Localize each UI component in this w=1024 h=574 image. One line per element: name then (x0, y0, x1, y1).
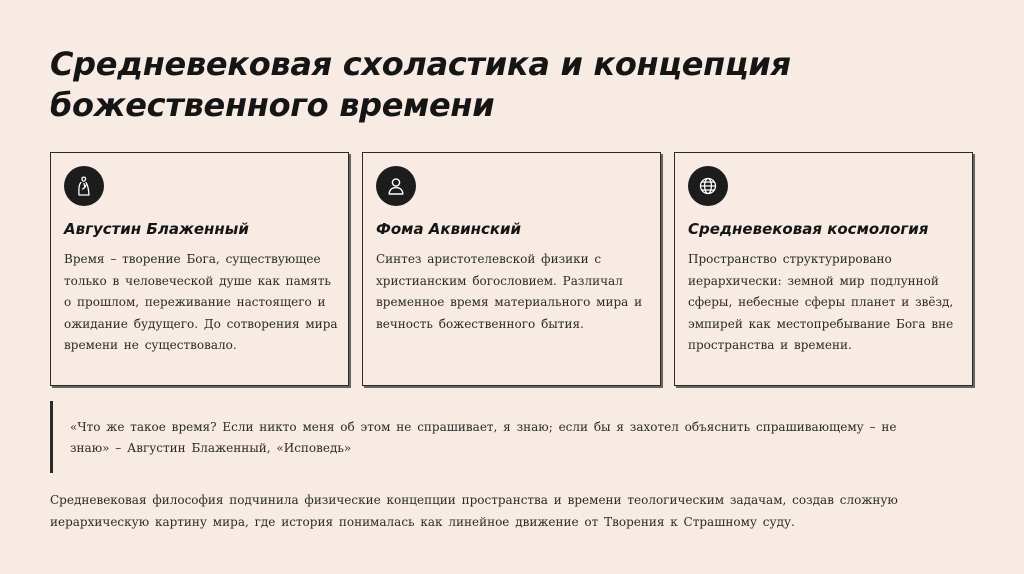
quote-text: «Что же такое время? Если никто меня об этом не спрашивает, я знаю; если бы я захотел объяснить спрашивающему – не знаю» – Августин Блаженный, «Исповедь» (70, 420, 897, 455)
card-augustine (50, 152, 349, 386)
card-cosmology (674, 152, 973, 386)
quote-block (50, 401, 933, 473)
summary-paragraph: Средневековая философия подчинила физические концепции пространства и времени теологическим задачам, создав сложную иерархическую картину мира, где история понималась как линейное движение от Творения к Страшному суду. (50, 493, 898, 529)
card-title: Фома Аквинский (376, 220, 522, 238)
card-text: Время – творение Бога, существующее только в человеческой душе как память о прошлом, переживание настоящего и ожидание будущего. До сотворения мира времени не существовало. (64, 252, 338, 352)
cards-row (50, 152, 975, 388)
slide-title: Средневековая схоластика и концепция божественного времени (50, 45, 791, 124)
globe-icon (688, 166, 728, 206)
card-text: Синтез аристотелевской физики с христианским богословием. Различал временное время материального мира и вечность божественного бытия. (376, 252, 643, 331)
praying-figure-icon (64, 166, 104, 206)
card-aquinas (362, 152, 661, 386)
person-icon (376, 166, 416, 206)
card-title: Средневековая космология (688, 220, 929, 238)
card-text: Пространство структурировано иерархически: земной мир подлунной сферы, небесные сферы планет и звёзд, эмпирей как местопребывание Бога вне пространства и времени. (688, 252, 954, 352)
card-title: Августин Блаженный (64, 220, 249, 238)
